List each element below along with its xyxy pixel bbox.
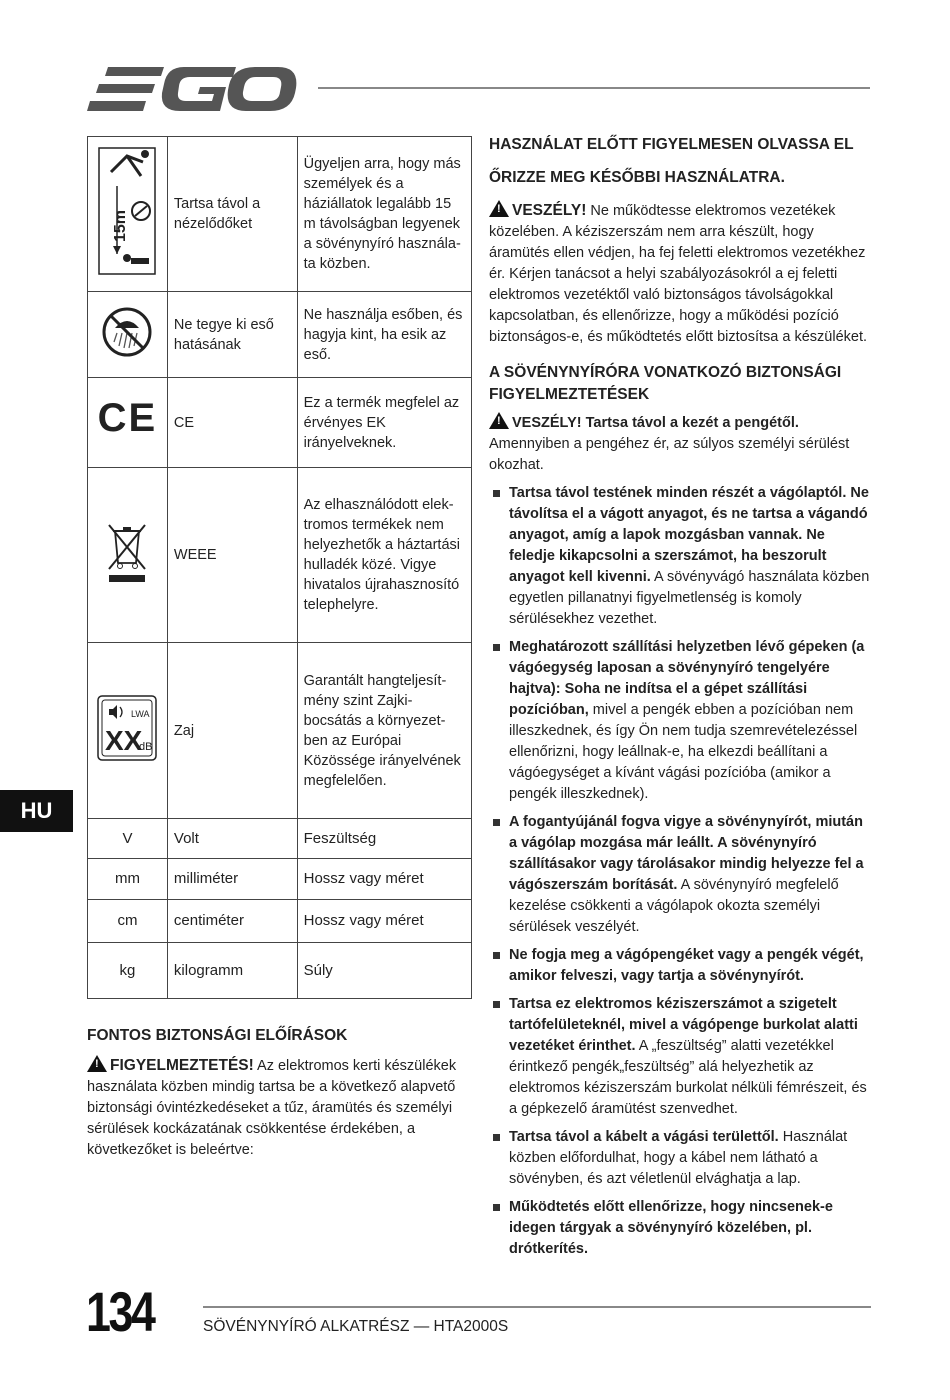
header-rule bbox=[318, 87, 870, 89]
noise-level-icon bbox=[97, 695, 157, 761]
svg-text:LWA: LWA bbox=[131, 708, 150, 719]
table-row bbox=[88, 643, 472, 819]
warning-paragraph bbox=[87, 1055, 472, 1161]
warning-icon bbox=[87, 1055, 107, 1072]
table-row bbox=[88, 292, 472, 378]
symbol-cell bbox=[88, 643, 168, 819]
list-item: Tartsa távol a kábelt a vágási területtől. Használat közben előfordulhat, hogy a kábel nem látható a sövényben, és azt véletlenül elvághatja a lap. bbox=[489, 1127, 871, 1190]
section-heading: A SÖVÉNYNYÍRÓRA VONATKOZÓ BIZTONSÁGI FIGYELMEZTETÉSEK bbox=[489, 364, 842, 403]
warning-label: FIGYELMEZTETÉS! bbox=[110, 1057, 254, 1074]
svg-text:XX: XX bbox=[105, 724, 143, 756]
unit-name: Volt bbox=[167, 819, 297, 859]
symbol-name: CE bbox=[167, 378, 297, 468]
list-item: Tartsa távol testének minden részét a vágólaptól. Ne távolítsa el a vágott anyagot, és ne tartsa a vágandó anyagot, amíg a lapok mozgásban vannak. Ne feledje kikapcsolni a szerszámot, ha beszorult anyagot kell kivenni. A sövényvágó használata közben egyetlen pillanatnyi figyelmetlenség is komoly sérülésekhez vezethet. bbox=[489, 483, 871, 630]
danger-label: VESZÉLY! bbox=[512, 202, 587, 219]
symbol-desc: Az elhasználódott elek-tromos termékek nem helyezhetők a háztartási hulladék közé. Vigye hivatalos újrahasznosító telephelyre. bbox=[297, 468, 471, 643]
symbol-cell bbox=[88, 137, 168, 292]
symbol-desc: Garantált hangteljesít-mény szint Zajki-bocsátás a környezet-ben az Európai Közösségе irányelvének megfelelően. bbox=[297, 643, 471, 819]
table-row bbox=[88, 943, 472, 999]
unit-symbol: mm bbox=[88, 859, 168, 900]
section-heading: FONTOS BIZTONSÁGI ELŐÍRÁSOK bbox=[87, 1027, 348, 1044]
list-item: Tartsa ez elektromos kéziszerszámot a szigetelt tartófelületeknél, mivel a vágópenge burkolat alatti vezetéket érinthet. A „feszültség” alatti vezetékkel érintkező pengék„feszültség” alá helyezhetik az elektromos kéziszerszám burkolat nélküli fémrészeit, és a gépkezelő áramütést szenvedhet. bbox=[489, 994, 871, 1120]
symbol-desc: Ez a termék megfelel az érvényes EK irányelveknek. bbox=[297, 378, 471, 468]
footer-rule bbox=[203, 1306, 871, 1308]
unit-desc: Feszültség bbox=[297, 819, 471, 859]
unit-symbol: cm bbox=[88, 900, 168, 943]
no-rain-icon bbox=[101, 306, 153, 358]
symbol-cell bbox=[88, 468, 168, 643]
symbol-name: WEEE bbox=[167, 468, 297, 643]
list-item: Meghatározott szállítási helyzetben lévő gépeken (a vágóegység laposan a sövénynyíró tengelyére hajtva): Soha ne indítsa el a gépet szállítási pozícióban, mivel a pengék ebben a pozícióban nem illeszkednek, és így Ön nem tudja szemrevételezéssel ellenőrizni, hogy leállnak-e, ha elkezdi beállítani a vágóegységet a kívánt vágási pozícióba (amikor a pengék illeszkednek). bbox=[489, 637, 871, 805]
danger-paragraph bbox=[489, 200, 871, 348]
unit-desc: Hossz vagy méret bbox=[297, 859, 471, 900]
right-column bbox=[489, 134, 871, 1267]
symbol-name: Zaj bbox=[167, 643, 297, 819]
unit-symbol: V bbox=[88, 819, 168, 859]
safety-rules-section bbox=[87, 1025, 472, 1161]
table-row bbox=[88, 468, 472, 643]
unit-desc: Súly bbox=[297, 943, 471, 999]
symbol-cell bbox=[88, 378, 168, 468]
page-number: 134 bbox=[86, 1280, 154, 1343]
warning-icon bbox=[489, 200, 509, 217]
symbols-table bbox=[87, 136, 472, 999]
footer-title: SÖVÉNYNYÍRÓ ALKATRÉSZ — HTA2000S bbox=[203, 1318, 509, 1335]
section-heading: ŐRIZZE MEG KÉSŐBBI HASZNÁLATRA. bbox=[489, 169, 785, 186]
list-item: Működtetés előtt ellenőrizze, hogy nincsenek-e idegen tárgyak a sövénynyíró közelében, pl. drótkerítés. bbox=[489, 1197, 871, 1260]
table-row bbox=[88, 137, 472, 292]
unit-name: milliméter bbox=[167, 859, 297, 900]
warning-text: Az elektromos kerti készülékek használata közben mindig tartsa be a következő alapvető biztonsági óvintézkedéseket a tűz, áramütés és személyi sérülések kockázatának csökkentése érdekében, a következőket is beleértve: bbox=[87, 1058, 457, 1158]
svg-text:15m: 15m bbox=[112, 209, 130, 242]
svg-text:dB: dB bbox=[139, 740, 153, 753]
table-row bbox=[88, 859, 472, 900]
symbol-desc: Ne használja esőben, és hagyja kint, ha esik az eső. bbox=[297, 292, 471, 378]
symbol-cell bbox=[88, 292, 168, 378]
table-row bbox=[88, 819, 472, 859]
safety-bullet-list bbox=[489, 483, 871, 1260]
danger-label: VESZÉLY! Tartsa távol a kezét a pengétől. bbox=[512, 415, 799, 431]
symbol-desc: Ügyeljen arra, hogy más személyek és a háziállatok legalább 15 m távolságban legyenek a sövénynyíró használa-ta közben. bbox=[297, 137, 471, 292]
warning-icon bbox=[489, 412, 509, 429]
list-item: Ne fogja meg a vágópengéket vagy a pengék végét, amikor felveszi, vagy tartja a sövénynyírót. bbox=[489, 945, 871, 987]
symbol-name: Ne tegye ki eső hatásának bbox=[167, 292, 297, 378]
keep-away-15m-icon bbox=[97, 146, 157, 276]
language-tab: HU bbox=[0, 790, 73, 832]
symbol-name: Tartsa távol a nézelődőket bbox=[167, 137, 297, 292]
ego-logo bbox=[86, 66, 298, 112]
unit-name: centiméter bbox=[167, 900, 297, 943]
unit-desc: Hossz vagy méret bbox=[297, 900, 471, 943]
section-heading: HASZNÁLAT ELŐTT FIGYELMESEN OLVASSA EL bbox=[489, 136, 854, 153]
unit-name: kilogramm bbox=[167, 943, 297, 999]
table-row bbox=[88, 900, 472, 943]
list-item: A fogantyújánál fogva vigye a sövénynyírót, miután a vágólap mozgása már leállt. A sövénynyíró szállításakor vagy tárolásakor mindig helyezze fel a vágószerszám borítását. A sövénynyíró megfelelő kezelése csökkenti a vágólapok okozta személyi sérülések veszélyét. bbox=[489, 812, 871, 938]
weee-bin-icon bbox=[105, 521, 149, 583]
table-row bbox=[88, 378, 472, 468]
danger-text: Ne működtesse elektromos vezetékek közelében. A kéziszerszám nem arra készült, hogy áramütés ellen védjen, ha fej feletti elektromos vezetékhez ér. Kérjen tanácsot a helyi szabályozásokról a ej feletti elektromos vezetéktől való biztonságos távolságokkal kapcsolatban, és ellenőrizze, hogy a működési pozíció biztonságos-e, és működtetés előtt biztosítsa a készüléket. bbox=[489, 203, 868, 345]
unit-symbol: kg bbox=[88, 943, 168, 999]
danger-text: Amennyiben a pengéhez ér, az súlyos személyi sérülést okozhat. bbox=[489, 436, 850, 473]
danger-paragraph bbox=[489, 412, 871, 434]
ce-mark-icon: CE bbox=[97, 396, 158, 440]
